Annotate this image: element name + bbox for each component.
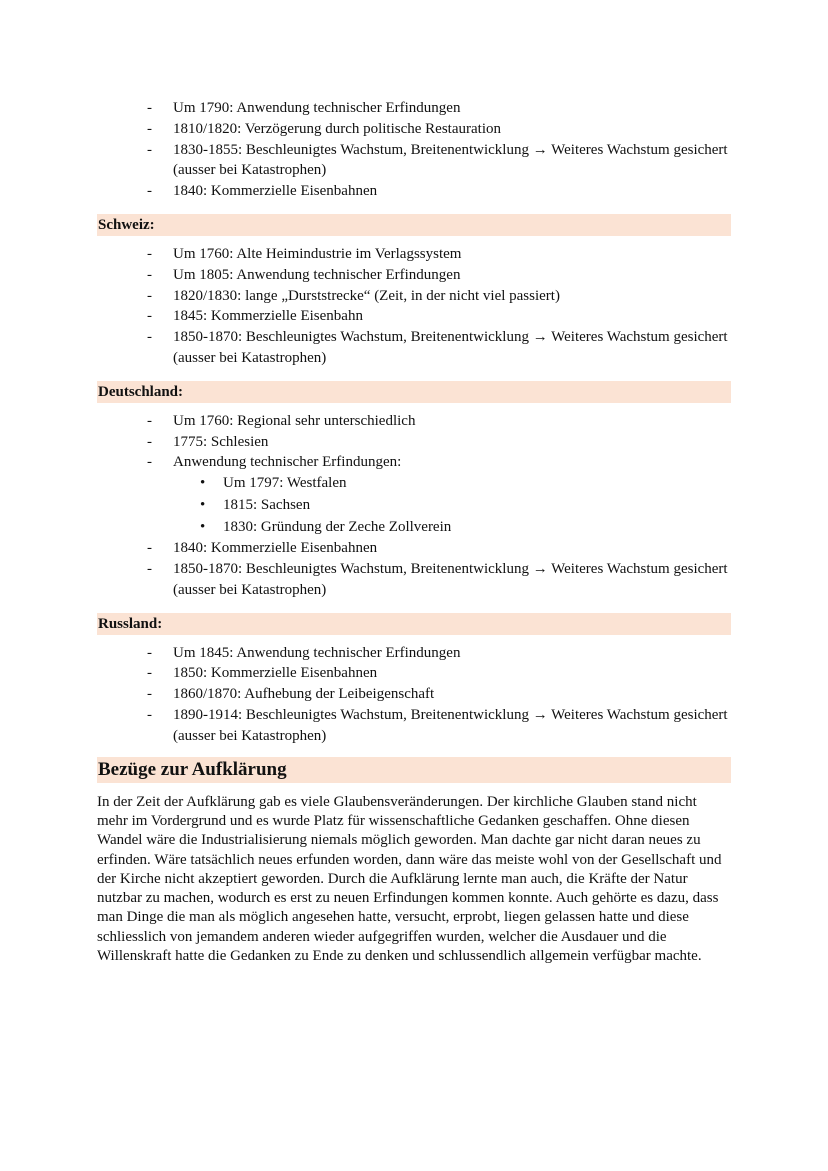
list-item: - Um 1760: Alte Heimindustrie im Verlagssystem (97, 244, 731, 265)
russland-list (97, 643, 731, 747)
list-item: - 1820/1830: lange „Durststrecke“ (Zeit, in der nicht viel passiert) (97, 286, 731, 307)
list-item: - Um 1760: Regional sehr unterschiedlich (97, 411, 731, 432)
aufklaerung-paragraph: In der Zeit der Aufklärung gab es viele Glaubensveränderungen. Der kirchliche Glauben stand nicht mehr im Vordergrund und es wurde Platz für wissenschaftliche Gedanken geschaffen. Ohne diesen Wandel wäre die Industrialisierung niemals möglich geworden. Man dachte gar nicht daran neues zu erfinden. Wäre tatsächlich neues erfunden worden, dann wäre das meiste wohl von der Gesellschaft und der Kirche nicht akzeptiert geworden. Durch die Aufklärung lernte man auch, die Kräfte der Natur nutzbar zu machen, wodurch es erst zu neuen Erfindungen kommen konnte. Auch gehörte es dazu, dass man Dinge die man als möglich angesehen hatte, versucht, erprobt, liegen gelassen hatte und diese schliesslich von jemandem anderen wieder aufgegriffen wurden, welcher die Ausdauer und die Willenskraft hatte die Gedanken zu Ende zu denken und schlussendlich allgemein verfügbar machte. (97, 793, 722, 965)
list-item: - 1850-1870: Beschleunigtes Wachstum, Breitenentwicklung → Weiteres Wachstum gesichert (ausser bei Katastrophen) (97, 559, 731, 601)
heading-deutschland: Deutschland: (97, 381, 731, 403)
list-item: - 1810/1820: Verzögerung durch politische Restauration (97, 119, 731, 140)
deutschland-sublist (173, 473, 731, 538)
list-item: - 1890-1914: Beschleunigtes Wachstum, Breitenentwicklung → Weiteres Wachstum gesichert (ausser bei Katastrophen) (97, 705, 731, 747)
list-item: - 1845: Kommerzielle Eisenbahn (97, 306, 731, 327)
list-item: - Um 1845: Anwendung technischer Erfindungen (97, 643, 731, 664)
list-item: - 1830-1855: Beschleunigtes Wachstum, Breitenentwicklung → Weiteres Wachstum gesichert (ausser bei Katastrophen) (97, 140, 731, 182)
sub-list-item: • Um 1797: Westfalen (173, 473, 731, 495)
schweiz-list (97, 244, 731, 369)
heading-schweiz: Schweiz: (97, 214, 731, 236)
list-item: - 1850-1870: Beschleunigtes Wachstum, Breitenentwicklung → Weiteres Wachstum gesichert (ausser bei Katastrophen) (97, 327, 731, 369)
document-page (97, 98, 731, 966)
deutschland-list (97, 411, 731, 601)
sub-list-item: • 1830: Gründung der Zeche Zollverein (173, 517, 731, 539)
list-item: - 1850: Kommerzielle Eisenbahnen (97, 663, 731, 684)
list-item: - 1860/1870: Aufhebung der Leibeigenschaft (97, 684, 731, 705)
list-item: - 1840: Kommerzielle Eisenbahnen (97, 181, 731, 202)
list-item: - Um 1790: Anwendung technischer Erfindungen (97, 98, 731, 119)
list-item (97, 452, 731, 538)
list-item: - Um 1805: Anwendung technischer Erfindungen (97, 265, 731, 286)
section-title-aufklaerung: Bezüge zur Aufklärung (97, 757, 731, 783)
list-item: - 1840: Kommerzielle Eisenbahnen (97, 538, 731, 559)
sub-list-item: • 1815: Sachsen (173, 495, 731, 517)
heading-russland: Russland: (97, 613, 731, 635)
list-item: - 1775: Schlesien (97, 432, 731, 453)
intro-list (97, 98, 731, 202)
list-item-label: Anwendung technischer Erfindungen: (173, 454, 402, 471)
